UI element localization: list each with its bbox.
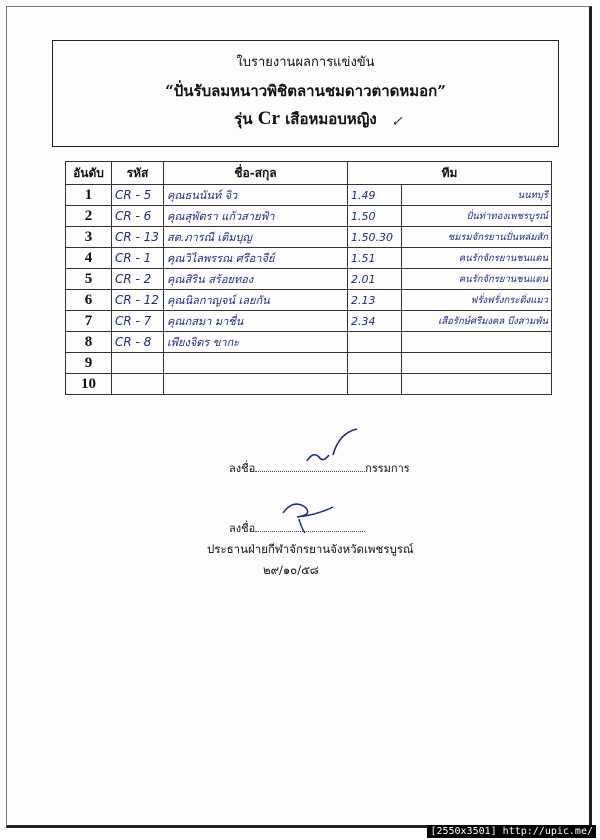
report-title: ใบรายงานผลการแข่งขัน: [236, 55, 375, 70]
category-class: Cr: [257, 108, 280, 129]
title-box: [52, 40, 559, 147]
code-cell: CR - 8: [112, 332, 164, 353]
table-row: [66, 374, 552, 395]
col-header-team: ทีม: [348, 162, 552, 185]
team-cell: ชมรมจักรยานปั่นหล่มสัก: [402, 227, 552, 248]
code-cell: CR - 1: [112, 248, 164, 269]
time-cell: 1.51: [348, 248, 402, 269]
code-cell: CR - 13: [112, 227, 164, 248]
name-cell: คุณกสมา มาชื่น: [164, 311, 348, 332]
name-cell: [164, 374, 348, 395]
rank-cell: 10: [66, 374, 112, 395]
time-cell: 2.13: [348, 290, 402, 311]
time-cell: 2.34: [348, 311, 402, 332]
committee-signature-icon: [303, 427, 363, 473]
name-cell: เพียงจิตร ขากะ: [164, 332, 348, 353]
rank-cell: 5: [66, 269, 112, 290]
sign-label: ลงชื่อ: [229, 522, 256, 535]
team-cell: คนรักจักรยานชนแดน: [402, 269, 552, 290]
name-cell: คุณวิไลพรรณ ศรีอาจีย์: [164, 248, 348, 269]
col-header-name: ชื่อ-สกุล: [164, 162, 348, 185]
time-cell: 1.50: [348, 206, 402, 227]
table-row: [66, 332, 552, 353]
table-row: [66, 353, 552, 374]
document-page: [6, 6, 592, 828]
time-cell: 1.50.30: [348, 227, 402, 248]
image-watermark: [2550x3501] http://upic.me/: [427, 825, 596, 838]
code-cell: [112, 374, 164, 395]
category-line: [53, 107, 558, 131]
name-cell: คุณสิริน สร้อยทอง: [164, 269, 348, 290]
name-cell: คุณธนนันท์ จิว: [164, 185, 348, 206]
table-row: [66, 185, 552, 206]
team-cell: ฟรั่งฟรั่งกระดิ่งแมว: [402, 290, 552, 311]
name-cell: [164, 353, 348, 374]
team-cell: [402, 332, 552, 353]
code-cell: CR - 5: [112, 185, 164, 206]
rank-cell: 1: [66, 185, 112, 206]
results-table: [65, 161, 552, 395]
category-suffix: เสือหมอบหญิง: [279, 110, 377, 128]
check-mark-icon: ✓: [391, 114, 403, 130]
time-cell: 1.49: [348, 185, 402, 206]
table-row: [66, 269, 552, 290]
team-cell: [402, 353, 552, 374]
table-row: [66, 227, 552, 248]
code-cell: CR - 2: [112, 269, 164, 290]
name-cell: สต.ภารณี เติมบุญ: [164, 227, 348, 248]
rank-cell: 7: [66, 311, 112, 332]
category-prefix: รุ่น: [234, 110, 258, 128]
time-cell: 2.01: [348, 269, 402, 290]
col-header-rank: อันดับ: [66, 162, 112, 185]
team-cell: ปั่นท่าทองเพชรบูรณ์: [402, 206, 552, 227]
team-cell: คนรักจักรยานชนแดน: [402, 248, 552, 269]
team-cell: นนทบุรี: [402, 185, 552, 206]
rank-cell: 6: [66, 290, 112, 311]
rank-cell: 2: [66, 206, 112, 227]
team-cell: เสือรักษ์ศรีมงคล บึงสามพัน: [402, 311, 552, 332]
signature-date: ๒๙/๑๐/๕๘: [263, 563, 319, 577]
table-row: [66, 311, 552, 332]
committee-role: กรรมการ: [365, 462, 410, 475]
name-cell: คุณนิลกาญจน์ เลยกัน: [164, 290, 348, 311]
time-cell: [348, 353, 402, 374]
code-cell: CR - 6: [112, 206, 164, 227]
rank-cell: 4: [66, 248, 112, 269]
code-cell: [112, 353, 164, 374]
col-header-code: รหัส: [112, 162, 164, 185]
code-cell: CR - 7: [112, 311, 164, 332]
rank-cell: 9: [66, 353, 112, 374]
rank-cell: 3: [66, 227, 112, 248]
team-cell: [402, 374, 552, 395]
code-cell: CR - 12: [112, 290, 164, 311]
event-name: “ปั่นรับลมหนาวพิชิตลานชมดาวตาดหมอก”: [165, 82, 446, 100]
time-cell: [348, 374, 402, 395]
chairman-signature-icon: [279, 495, 343, 535]
table-header-row: [66, 162, 552, 185]
table-row: [66, 248, 552, 269]
chairman-title: ประธานฝ่ายกีฬาจักรยานจังหวัดเพชรบูรณ์: [207, 542, 414, 556]
time-cell: [348, 332, 402, 353]
name-cell: คุณสุพัตรา แก้วสายฟ้า: [164, 206, 348, 227]
table-row: [66, 290, 552, 311]
table-row: [66, 206, 552, 227]
sign-label: ลงชื่อ: [229, 462, 256, 475]
rank-cell: 8: [66, 332, 112, 353]
